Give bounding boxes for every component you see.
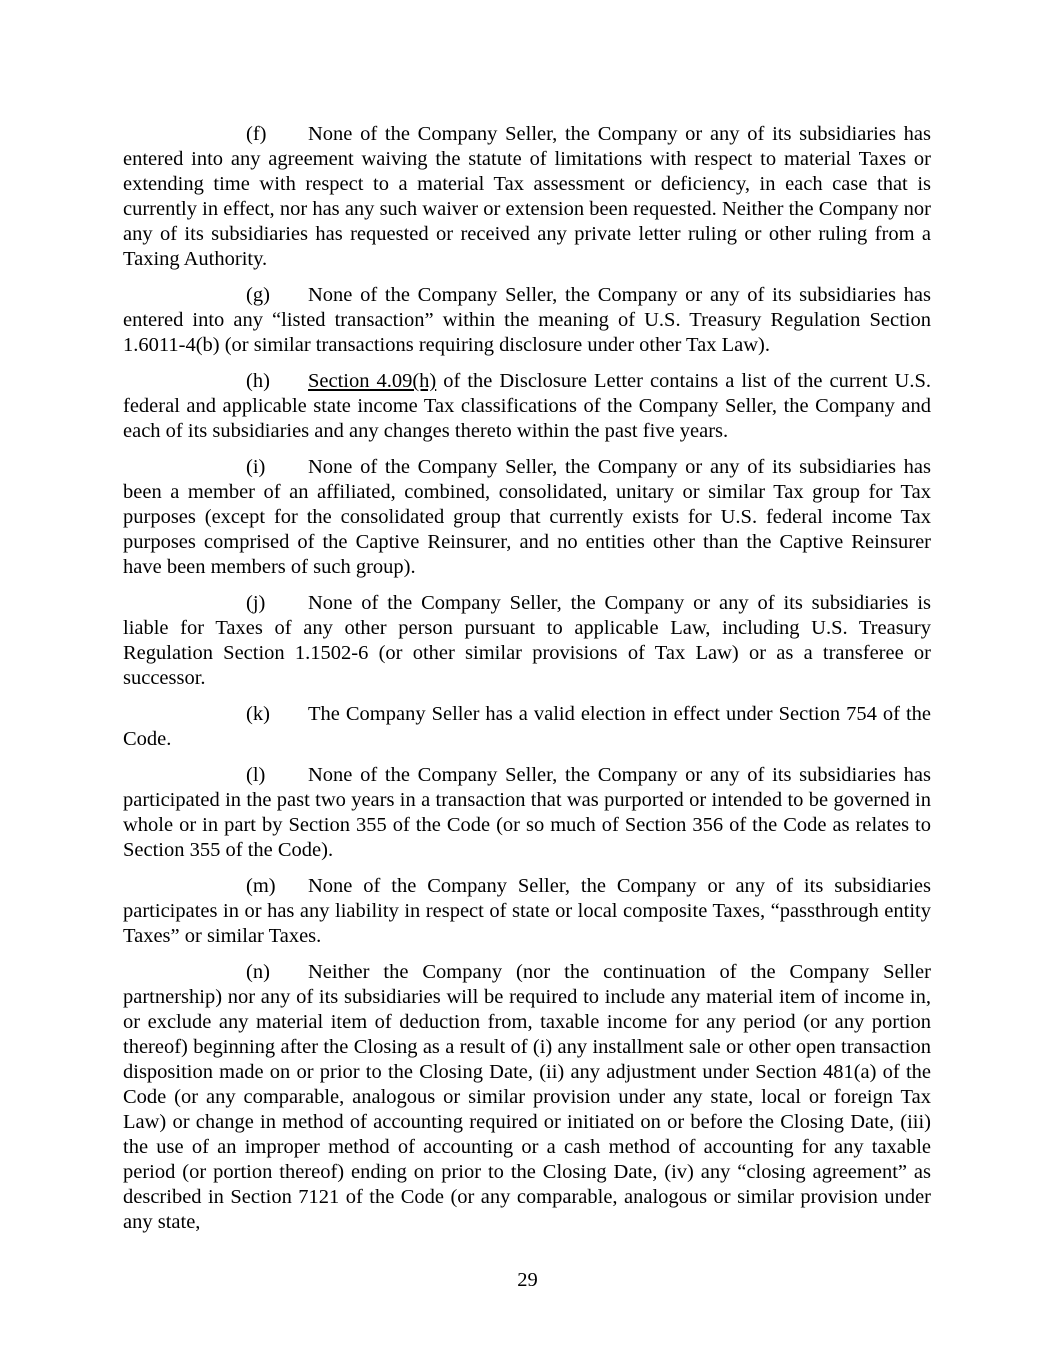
paragraph-i-text: None of the Company Seller, the Company or any of its subsidiaries has been a member of an affiliated, combined, consolidated, unitary or similar Tax group for Tax purposes (except for the consolidated group that currently exists for U.S. federal income Tax purposes comprised of the Captive Reinsurer, and no entities other than the Captive Reinsurer have been members of such group). (123, 456, 931, 578)
paragraph-g-text: None of the Company Seller, the Company or any of its subsidiaries has entered into any “listed transaction” within the meaning of U.S. Treasury Regulation Section 1.6011-4(b) (or similar transactions requiring disclosure under other Tax Law). (123, 284, 931, 356)
paragraph-l-label: (l) (246, 764, 266, 786)
paragraph-h (123, 369, 931, 444)
paragraph-l (123, 763, 931, 863)
paragraph-m-text: None of the Company Seller, the Company or any of its subsidiaries participates in or has any liability in respect of state or local composite Taxes, “passthrough entity Taxes” or similar Taxes. (123, 875, 931, 947)
paragraph-k (123, 702, 931, 752)
paragraph-n-text: Neither the Company (nor the continuation of the Company Seller partnership) nor any of its subsidiaries will be required to include any material item of income in, or exclude any material item of deduction from, taxable income for any period (or any portion thereof) beginning after the Closing as a result of (i) any installment sale or other open transaction disposition made on or prior to the Closing Date, (ii) any adjustment under Section 481(a) of the Code (or any comparable, analogous or similar provision under any state, local or foreign Tax Law) or change in method of accounting required or initiated on or before the Closing Date, (iii) the use of an improper method of accounting or a cash method of accounting for any taxable period (or portion thereof) ending on prior to the Closing Date, (iv) any “closing agreement” as described in Section 7121 of the Code (or any comparable, analogous or similar provision under any state, (123, 961, 931, 1233)
paragraph-i-label: (i) (246, 456, 266, 478)
page-number: 29 (517, 1269, 538, 1291)
paragraph-g (123, 283, 931, 358)
paragraph-k-label: (k) (246, 703, 270, 725)
paragraph-j-text: None of the Company Seller, the Company or any of its subsidiaries is liable for Taxes of any other person pursuant to applicable Law, including U.S. Treasury Regulation Section 1.1502-6 (or other similar provisions of Tax Law) or as a transferee or successor. (123, 592, 931, 689)
paragraph-g-label: (g) (246, 284, 270, 306)
paragraph-n (123, 960, 931, 1235)
paragraph-i (123, 455, 931, 580)
paragraph-h-text: of the Disclosure Letter contains a list of the current U.S. federal and applicable state income Tax classifications of the Company Seller, the Company and each of its subsidiaries and any changes thereto within the past five years. (123, 370, 931, 442)
section-reference-link: Section 4.09(h) (308, 370, 437, 392)
document-body (123, 122, 931, 1246)
paragraph-j (123, 591, 931, 691)
paragraph-j-label: (j) (246, 592, 266, 614)
paragraph-m-label: (m) (246, 875, 276, 897)
paragraph-k-text: The Company Seller has a valid election in effect under Section 754 of the Code. (123, 703, 931, 750)
paragraph-m (123, 874, 931, 949)
paragraph-f (123, 122, 931, 272)
paragraph-l-text: None of the Company Seller, the Company or any of its subsidiaries has participated in the past two years in a transaction that was purported or intended to be governed in whole or in part by Section 355 of the Code (or so much of Section 356 of the Code as relates to Section 355 of the Code). (123, 764, 931, 861)
paragraph-f-text: None of the Company Seller, the Company or any of its subsidiaries has entered into any agreement waiving the statute of limitations with respect to material Taxes or extending time with respect to a material Tax assessment or deficiency, in each case that is currently in effect, nor has any such waiver or extension been requested. Neither the Company nor any of its subsidiaries has requested or received any private letter ruling or other ruling from a Taxing Authority. (123, 123, 931, 270)
paragraph-f-label: (f) (246, 123, 267, 145)
paragraph-h-label: (h) (246, 370, 270, 392)
paragraph-n-label: (n) (246, 961, 270, 983)
